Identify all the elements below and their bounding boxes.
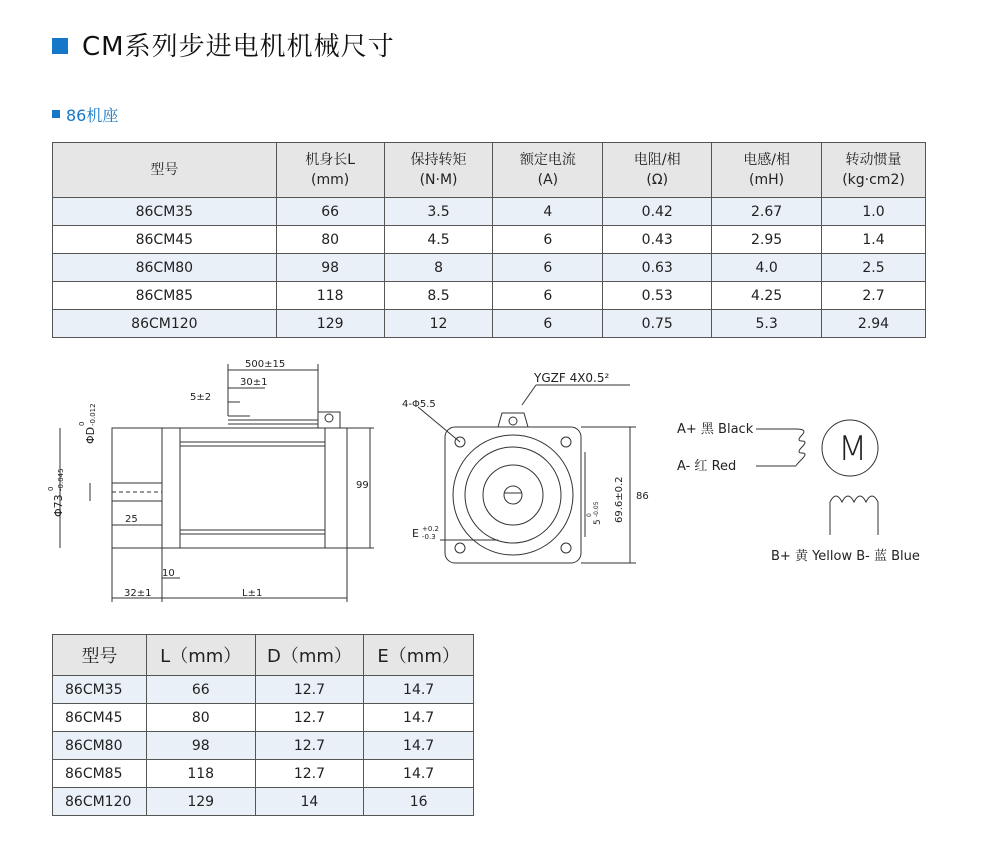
spec-header-unit: (kg·cm2) — [842, 172, 905, 188]
table-cell: 12 — [384, 310, 493, 338]
table-cell: 14 — [255, 788, 364, 816]
table-cell: 1.0 — [822, 198, 926, 226]
wire-a-minus-label: A- 红 Red — [677, 459, 737, 474]
table-cell: 6 — [493, 254, 603, 282]
coil-b-icon — [830, 496, 878, 502]
table-row — [53, 704, 474, 732]
spec-header-text: 保持转矩 — [410, 152, 467, 168]
dim-5-tol-top: 0 — [586, 513, 593, 517]
table-cell: 6 — [493, 226, 603, 254]
table-cell: 14.7 — [364, 704, 474, 732]
dim-73-label: Φ73 — [52, 494, 65, 517]
spec-header-unit: (mH) — [749, 172, 785, 188]
table-cell: 14.7 — [364, 676, 474, 704]
table-cell: 86CM45 — [53, 704, 147, 732]
table-cell: 12.7 — [255, 732, 364, 760]
table-cell: 86CM85 — [53, 760, 147, 788]
table-cell: 3.5 — [384, 198, 493, 226]
connector-label: YGZF 4X0.5² — [534, 371, 610, 385]
spec-table-header-row — [53, 143, 926, 198]
table-cell: 6 — [493, 282, 603, 310]
front-view-drawing — [400, 365, 660, 575]
dim-d-tol-top: 0 — [78, 421, 86, 426]
table-cell: 8 — [384, 254, 493, 282]
table-cell: 8.5 — [384, 282, 493, 310]
holes-label: 4-Φ5.5 — [402, 399, 436, 410]
spec-header-text: 电阻/相 — [633, 152, 681, 168]
spec-header-text: 机身长L — [305, 152, 356, 168]
coil-a-icon — [796, 429, 805, 466]
table-cell: 86CM120 — [53, 788, 147, 816]
dim-32-label: 32±1 — [124, 588, 152, 599]
dim-30-label: 30±1 — [240, 377, 268, 388]
table-cell: 6 — [493, 310, 603, 338]
table-cell: 12.7 — [255, 760, 364, 788]
table-cell: 129 — [276, 310, 384, 338]
table-cell: 80 — [146, 704, 255, 732]
dim-header-cell: D（mm） — [255, 635, 364, 676]
table-cell: 118 — [146, 760, 255, 788]
spec-header-text: 额定电流 — [519, 152, 576, 168]
table-cell: 0.42 — [603, 198, 712, 226]
subtitle-square-icon — [52, 110, 60, 118]
table-cell: 129 — [146, 788, 255, 816]
table-cell: 66 — [276, 198, 384, 226]
dim-86-label: 86 — [636, 491, 649, 502]
dim-header-cell: L（mm） — [146, 635, 255, 676]
spec-header-text: 电感/相 — [743, 152, 790, 168]
dim-10-label: 10 — [162, 568, 175, 579]
table-cell: 86CM45 — [53, 226, 277, 254]
table-cell: 2.94 — [822, 310, 926, 338]
table-cell: 0.53 — [603, 282, 712, 310]
spec-header-cell — [384, 143, 493, 198]
table-cell: 4.0 — [712, 254, 822, 282]
table-row — [53, 198, 926, 226]
table-cell: 98 — [276, 254, 384, 282]
dim-73-tol-bot: -0.045 — [57, 468, 65, 491]
table-cell: 2.67 — [712, 198, 822, 226]
table-cell: 14.7 — [364, 760, 474, 788]
dim-5-label: 5±2 — [190, 392, 212, 403]
spec-table — [52, 142, 926, 338]
spec-header-unit: (N·M) — [419, 172, 458, 188]
dim-header-cell: 型号 — [53, 635, 147, 676]
dim-e-tol-top: +0.2 — [422, 525, 439, 533]
spec-header-cell — [822, 143, 926, 198]
table-cell: 12.7 — [255, 676, 364, 704]
table-cell: 16 — [364, 788, 474, 816]
spec-header-unit: (A) — [537, 172, 559, 188]
table-row — [53, 254, 926, 282]
table-row — [53, 788, 474, 816]
spec-header-cell — [603, 143, 712, 198]
dim-table — [52, 634, 474, 816]
table-row — [53, 732, 474, 760]
table-cell: 5.3 — [712, 310, 822, 338]
page-title: CM系列步进电机机械尺寸 — [82, 32, 395, 62]
table-cell: 86CM85 — [53, 282, 277, 310]
table-cell: 1.4 — [822, 226, 926, 254]
dim-e-label: E — [412, 527, 419, 540]
dim-5-label: 5 — [593, 519, 603, 525]
table-row — [53, 282, 926, 310]
table-cell: 12.7 — [255, 704, 364, 732]
table-cell: 86CM120 — [53, 310, 277, 338]
dim-69-label: 69.6±0.2 — [614, 476, 625, 523]
table-cell: 66 — [146, 676, 255, 704]
spec-header-text: 转动惯量 — [845, 152, 902, 168]
table-cell: 4.25 — [712, 282, 822, 310]
dim-d-label: ΦD — [84, 426, 97, 444]
spec-header-cell — [53, 143, 277, 198]
title-square-icon — [52, 38, 68, 54]
spec-header-unit: (mm) — [311, 172, 350, 188]
dim-l-label: L±1 — [242, 588, 263, 599]
dim-25-label: 25 — [125, 514, 138, 525]
dim-73-tol-top: 0 — [47, 486, 55, 491]
table-cell: 0.75 — [603, 310, 712, 338]
table-cell: 86CM80 — [53, 254, 277, 282]
spec-header-text: 型号 — [150, 162, 179, 178]
dim-5-tol-bot: -0.05 — [593, 501, 600, 517]
table-cell: 86CM35 — [53, 198, 277, 226]
table-cell: 2.95 — [712, 226, 822, 254]
dim-99-label: 99 — [356, 480, 369, 491]
table-cell: 0.43 — [603, 226, 712, 254]
dim-e-tol-bot: -0.3 — [422, 533, 436, 541]
spec-header-cell — [712, 143, 822, 198]
table-cell: 2.5 — [822, 254, 926, 282]
table-cell: 118 — [276, 282, 384, 310]
spec-header-cell — [276, 143, 384, 198]
spec-header-unit: (Ω) — [646, 172, 669, 188]
table-cell: 80 — [276, 226, 384, 254]
table-cell: 86CM35 — [53, 676, 147, 704]
table-row — [53, 760, 474, 788]
table-cell: 4 — [493, 198, 603, 226]
table-cell: 0.63 — [603, 254, 712, 282]
table-row — [53, 676, 474, 704]
table-cell: 4.5 — [384, 226, 493, 254]
table-row — [53, 226, 926, 254]
spec-header-cell — [493, 143, 603, 198]
side-view-drawing — [47, 350, 390, 615]
wire-b-label: B+ 黄 Yellow B- 蓝 Blue — [771, 549, 920, 564]
dim-d-tol-bot: -0.012 — [89, 403, 97, 426]
table-cell: 14.7 — [364, 732, 474, 760]
table-cell: 86CM80 — [53, 732, 147, 760]
dim-500-label: 500±15 — [245, 359, 286, 370]
dim-table-header-row — [53, 635, 474, 676]
motor-symbol: M — [838, 429, 868, 469]
table-row — [53, 310, 926, 338]
wire-a-plus-label: A+ 黑 Black — [677, 422, 754, 437]
table-cell: 98 — [146, 732, 255, 760]
dim-header-cell: E（mm） — [364, 635, 474, 676]
table-cell: 2.7 — [822, 282, 926, 310]
section-subtitle: 86机座 — [66, 106, 119, 125]
